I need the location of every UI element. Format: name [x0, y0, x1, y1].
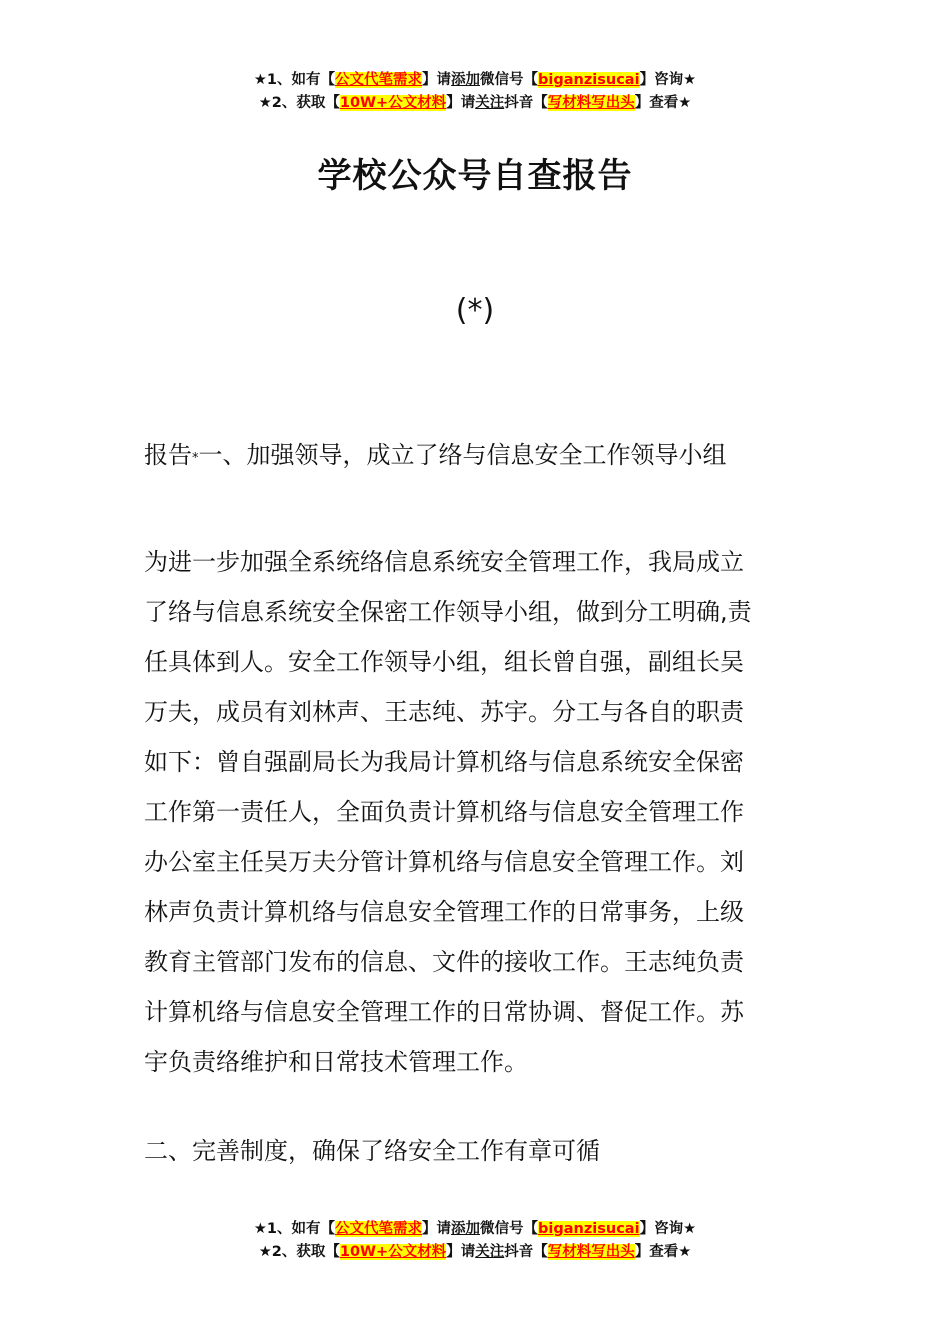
highlight-materials: 10W+公文材料: [339, 95, 447, 111]
section-1-heading: 报告*一、加强领导，成立了络与信息安全工作领导小组: [144, 441, 727, 469]
promo-line-1: ★1、如有【公文代笔需求】请添加微信号【biganzisucai】咨询★: [253, 72, 697, 88]
body-line: 计算机络与信息安全管理工作的日常协调、督促工作。苏: [144, 998, 744, 1026]
body-line: 万夫，成员有刘林声、王志纯、苏宇。分工与各自的职责: [144, 698, 744, 726]
section-1-body: [144, 537, 808, 1087]
body-line: 宇负责络维护和日常技术管理工作。: [144, 1048, 528, 1076]
highlight-douyin-id: 写材料写出头: [547, 95, 635, 111]
highlight-writing-service: 公文代笔需求: [335, 72, 423, 88]
highlight-douyin-id: 写材料写出头: [547, 1244, 635, 1260]
promo-line-1: ★1、如有【公文代笔需求】请添加微信号【biganzisucai】咨询★: [253, 1221, 697, 1237]
body-line: 教育主管部门发布的信息、文件的接收工作。王志纯负责: [144, 948, 744, 976]
section-2-heading: 二、完善制度，确保了络安全工作有章可循: [144, 1137, 600, 1165]
body-line: 工作第一责任人，全面负责计算机络与信息安全管理工作: [144, 798, 744, 826]
body-line: 为进一步加强全系统络信息系统安全管理工作，我局成立: [144, 548, 744, 576]
highlight-wechat-id: biganzisucai: [538, 72, 640, 88]
body-line: 了络与信息系统安全保密工作领导小组，做到分工明确,责: [144, 598, 752, 626]
highlight-writing-service: 公文代笔需求: [335, 1221, 423, 1237]
body-line: 任具体到人。安全工作领导小组，组长曾自强，副组长吴: [144, 648, 744, 676]
document-subtitle: (*): [455, 293, 495, 328]
highlight-materials: 10W+公文材料: [339, 1244, 447, 1260]
highlight-wechat-id: biganzisucai: [538, 1221, 640, 1237]
body-line: 林声负责计算机络与信息安全管理工作的日常事务，上级: [144, 898, 744, 926]
body-line: 如下：曾自强副局长为我局计算机络与信息系统安全保密: [144, 748, 744, 776]
body-line: 办公室主任吴万夫分管计算机络与信息安全管理工作。刘: [144, 848, 744, 876]
promo-line-2: ★2、获取【10W+公文材料】请关注抖音【写材料写出头】查看★: [258, 95, 692, 111]
document-title: 学校公众号自查报告: [317, 156, 633, 196]
promo-line-2: ★2、获取【10W+公文材料】请关注抖音【写材料写出头】查看★: [258, 1244, 692, 1260]
promo-banner-top: [0, 69, 950, 115]
promo-banner-bottom: [0, 1218, 950, 1264]
